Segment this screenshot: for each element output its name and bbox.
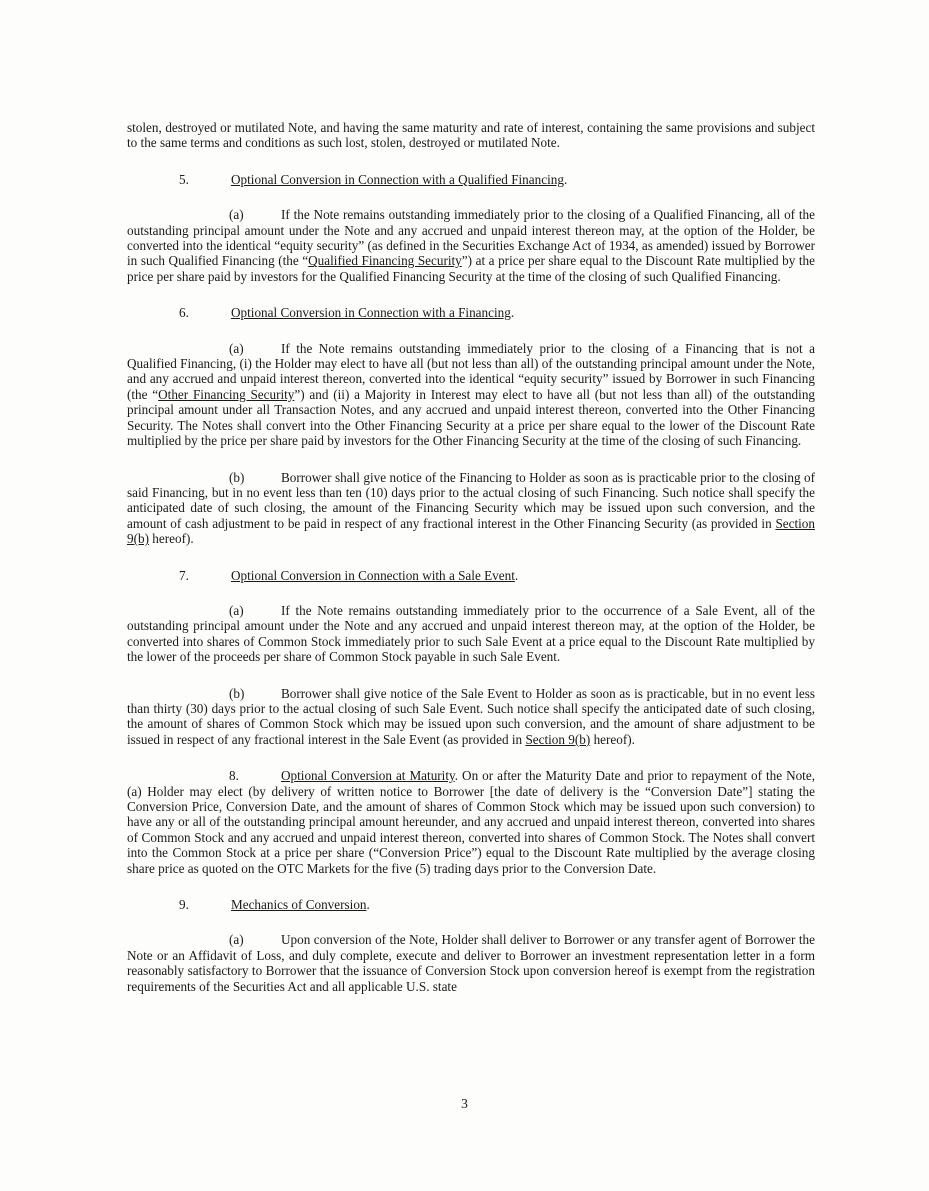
section-7a-label: (a) [229, 602, 244, 618]
section-7b-label: (b) [229, 685, 245, 701]
section-5a-paragraph: (a) If the Note remains outstanding immediately prior to the closing of a Qualified Financing, all of the outstanding principal amount under the Note and any accrued and unpaid interest thereon may, at the option of the Holder, be converted into the identical “equity security” (as defined in the Securities Exchange Act of 1934, as amended) issued by Borrower in such Qualified Financing (the “Qualified Financing Security”) at a price per share equal to the Discount Rate multiplied by the price per share paid by investors for the Qualified Financing Security at the time of the closing of such Qualified Financing. [127, 207, 815, 284]
section-6b-paragraph: (b) Borrower shall give notice of the Financing to Holder as soon as is practicable prior to the closing of said Financing, but in no event less than ten (10) days prior to the actual closing of such Financing. Such notice shall specify the anticipated date of such closing, the amount of the Financing Security which may be issued upon such conversion, and the amount of cash adjustment to be paid in respect of any fractional interest in the Other Financing Security (as provided in Section 9(b) hereof). [127, 469, 815, 547]
defined-term-other-financing-security: Other Financing Security [158, 386, 295, 402]
section-6a-paragraph: (a) If the Note remains outstanding immediately prior to the closing of a Financing that is not a Qualified Financing, (i) the Holder may elect to have all (but not less than all) of the outstanding principal amount under the Note, and any accrued and unpaid interest thereon, converted into the identical “equity security” issued by Borrower in such Financing (the “Other Financing Security”) and (ii) a Majority in Interest may elect to have all (but not less than all) of the outstanding principal amount under all Transaction Notes, and any accrued and unpaid interest thereon, converted into the Other Financing Security. The Notes shall convert into the Other Financing Security at a price per share equal to the lower of the Discount Rate multiplied by the price per share paid by investors for the Other Financing Security at the time of the closing of such Financing. [127, 340, 816, 449]
section-6a-label: (a) [229, 340, 244, 356]
section-7-number: 7. [179, 567, 189, 583]
intro-paragraph: stolen, destroyed or mutilated Note, and having the same maturity and rate of interest, containing the same provisions and subject to the same terms and conditions as such lost, stolen, destroyed or mutilated Note. [127, 120, 815, 151]
section-6-heading: 6. Optional Conversion in Connection with a Financing. [179, 305, 515, 321]
section-9a-label: (a) [229, 932, 244, 948]
section-6-title: Optional Conversion in Connection with a Financing [231, 305, 511, 321]
section-6b-label: (b) [229, 469, 245, 485]
section-5-number: 5. [179, 171, 189, 187]
document-body [127, 120, 815, 1015]
section-7a-paragraph: (a) If the Note remains outstanding immediately prior to the occurrence of a Sale Event, all of the outstanding principal amount under the Note and any accrued and unpaid interest thereon may, at the option of the Holder, be converted into shares of Common Stock immediately prior to such Sale Event at a price equal to the Discount Rate multiplied by the lower of the proceeds per share of Common Stock payable in such Sale Event. [127, 602, 815, 665]
section-9b-reference: Section 9(b) [127, 515, 815, 547]
section-5-title: Optional Conversion in Connection with a Qualified Financing [231, 171, 564, 187]
section-7-title: Optional Conversion in Connection with a Sale Event [231, 567, 515, 583]
section-8-number: 8. [229, 768, 239, 784]
section-9a-paragraph: (a) Upon conversion of the Note, Holder shall deliver to Borrower or any transfer agent of Borrower the Note or an Affidavit of Loss, and duly complete, execute and deliver to Borrower an investment representation letter in a form reasonably satisfactory to Borrower that the issuance of Conversion Stock upon conversion hereof is exempt from the registration requirements of the Securities Act and all applicable U.S. state [127, 932, 815, 994]
section-6-number: 6. [179, 305, 189, 321]
defined-term-qualified-financing-security: Qualified Financing Security [308, 253, 462, 269]
page-number: 3 [461, 1096, 468, 1111]
section-5a-label: (a) [229, 207, 244, 223]
section-9-heading: 9. Mechanics of Conversion. [179, 897, 370, 913]
section-9-number: 9. [179, 897, 189, 913]
section-9b-reference: Section 9(b) [525, 731, 591, 747]
section-8-title: Optional Conversion at Maturity [281, 768, 455, 784]
section-7-heading: 7. Optional Conversion in Connection with a Sale Event. [179, 567, 519, 583]
section-7b-paragraph: (b) Borrower shall give notice of the Sale Event to Holder as soon as is practicable, but in no event less than thirty (30) days prior to the actual closing of such Sale Event. Such notice shall specify the anticipated date of such closing, the amount of shares of Common Stock which may be issued upon such conversion, and the amount of share adjustment to be issued in respect of any fractional interest in the Sale Event (as provided in Section 9(b) hereof). [127, 685, 815, 747]
section-9-title: Mechanics of Conversion [231, 897, 367, 913]
section-8-paragraph: 8. Optional Conversion at Maturity. On or after the Maturity Date and prior to repayment of the Note, (a) Holder may elect (by delivery of written notice to Borrower [the date of delivery is the “Conversion Date”] stating the Conversion Price, Conversion Date, and the amount of shares of Common Stock which may be issued upon such conversion) to have any or all of the outstanding principal amount hereunder, and any accrued and unpaid interest thereon, converted into shares of Common Stock and any accrued and unpaid interest thereon, converted into shares of Common Stock. The Notes shall convert into the Common Stock at a price per share (“Conversion Price”) equal to the Discount Rate multiplied by the average closing share price as quoted on the OTC Markets for the five (5) trading days prior to the Conversion Date. [127, 768, 815, 876]
section-5-heading: 5. Optional Conversion in Connection with a Qualified Financing. [179, 171, 568, 187]
